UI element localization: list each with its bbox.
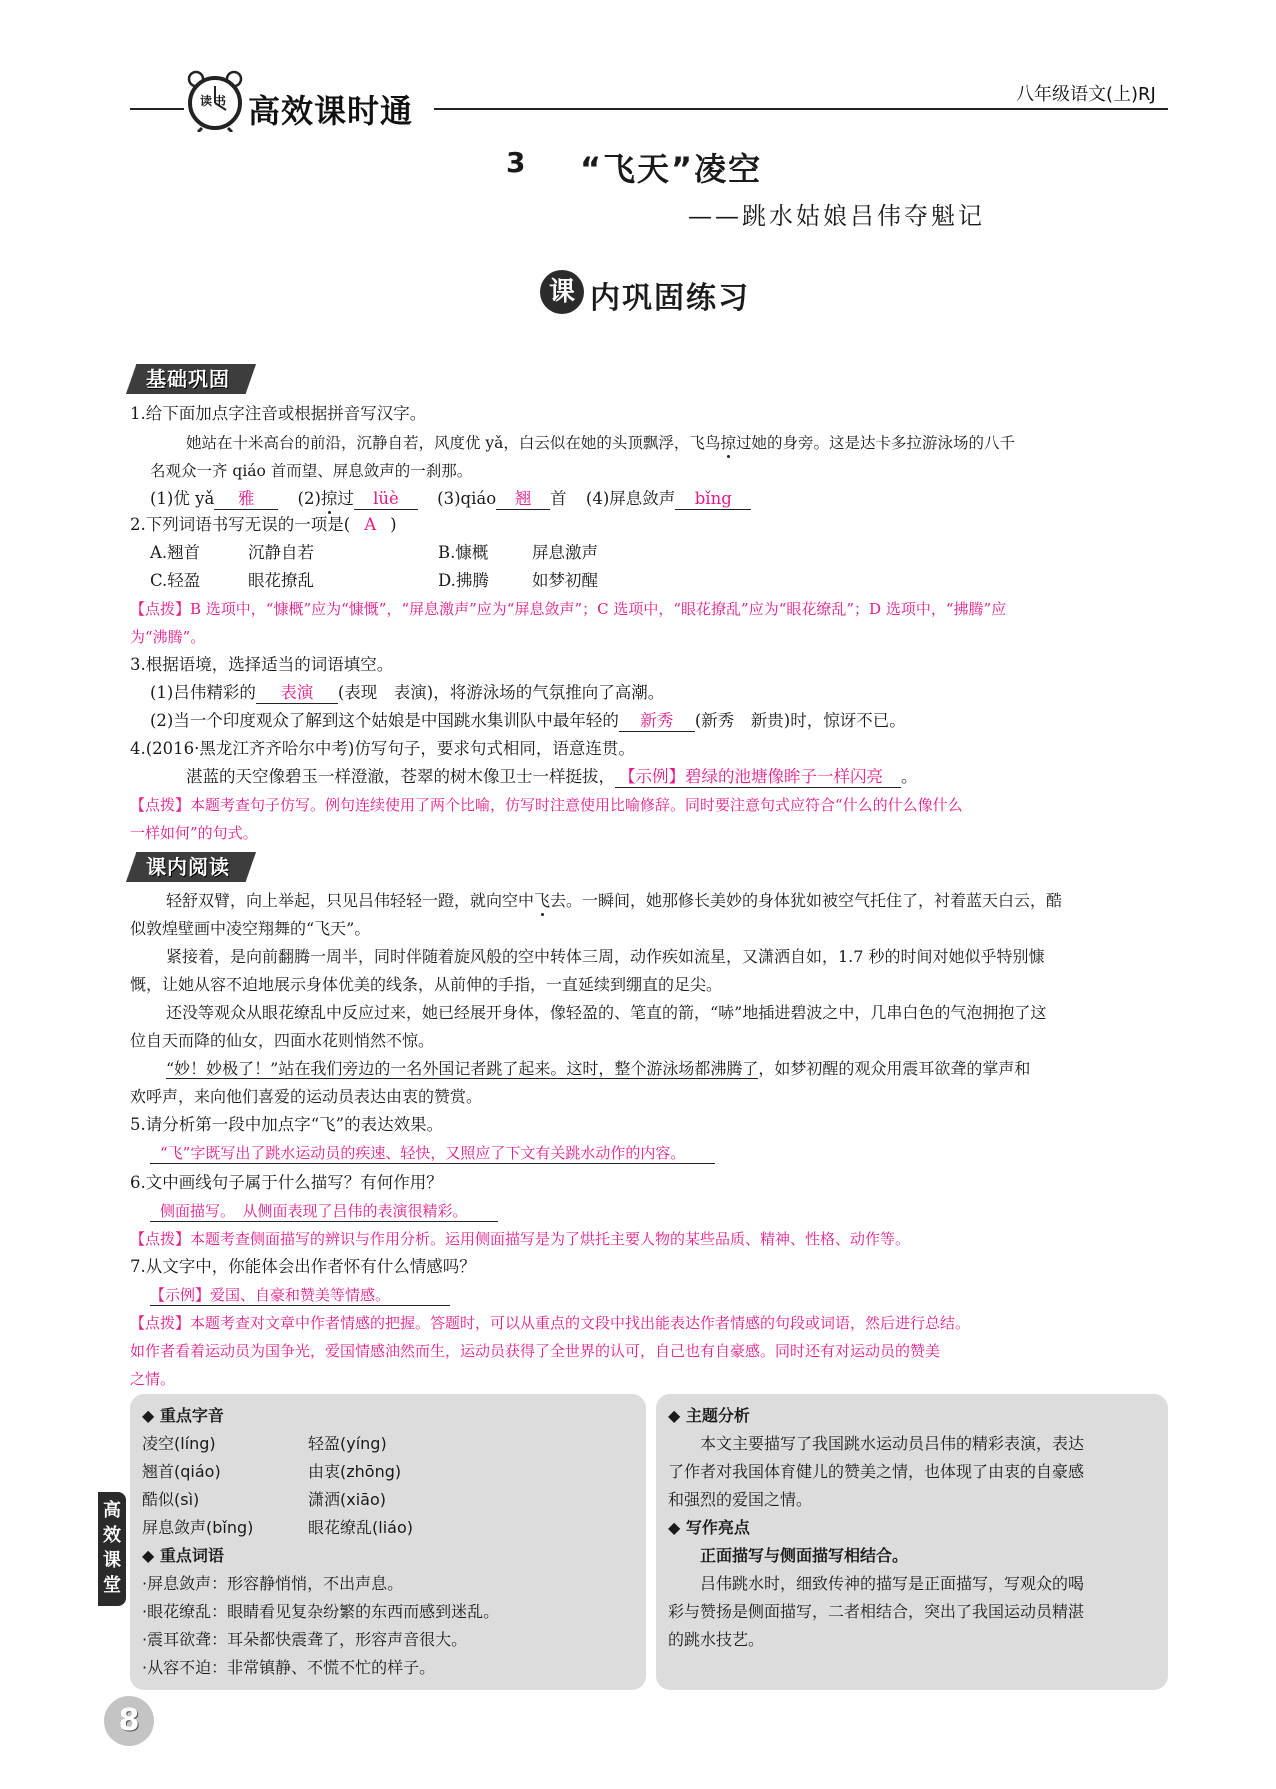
header-rule-right xyxy=(434,108,1168,110)
q3-s1-b: (表现 表演)，将游泳场的气氛推向了高潮。 xyxy=(337,683,665,702)
q3-s2 xyxy=(150,710,906,732)
section-circle-char: 课 xyxy=(540,270,584,314)
q6-answer: 侧面描写。 从侧面表现了吕伟的表演很精彩。 xyxy=(150,1201,498,1222)
reading-p4-line2: 欢呼声，来向他们喜爱的运动员表达由衷的赞赏。 xyxy=(130,1087,483,1106)
q7-answer: 【示例】爱国、自豪和赞美等情感。 xyxy=(150,1285,450,1306)
notes-right-head1: ◆ 主题分析 xyxy=(668,1406,750,1425)
reading-p4-line1 xyxy=(166,1058,1030,1080)
header-rule-left xyxy=(130,108,184,110)
q3-s1-a: (1)吕伟精彩的 xyxy=(150,683,256,702)
q3-s2-a: (2)当一个印度观众了解到这个姑娘是中国跳水集训队中最年轻的 xyxy=(150,711,619,730)
clock-chars: 读书 xyxy=(200,94,229,108)
theme-line1: 本文主要描写了我国跳水运动员吕伟的精彩表演，表达 xyxy=(700,1434,1085,1453)
basics-badge xyxy=(126,364,256,394)
q1-passage-1b: 过她的身旁。这是达卡多拉游泳场的八千 xyxy=(735,434,1015,452)
q5-answer: “飞”字既写出了跳水运动员的疾速、轻快，又照应了下文有关跳水动作的内容。 xyxy=(150,1143,715,1164)
notes-left-head1: ◆ 重点字音 xyxy=(142,1406,224,1425)
reading-p4-underlined: “妙！妙极了！”站在我们旁边的一名外国记者跳了起来。这时，整个游泳场都沸腾了 xyxy=(166,1059,759,1078)
q3-stem: 3.根据语境，选择适当的词语填空。 xyxy=(130,655,394,674)
reading-p2-line2: 慨，让她从容不迫地展示身体优美的线条，从前伸的手指，一直延续到绷直的足尖。 xyxy=(130,975,723,994)
word-4: ·从容不迫：非常镇静、不慌不忙的样子。 xyxy=(142,1658,436,1677)
grade-label: 八年级语文(上)RJ xyxy=(1016,84,1156,105)
writing-subhead: 正面描写与侧面描写相结合。 xyxy=(700,1546,909,1565)
q1-item2-after: 过 xyxy=(337,489,354,508)
reading-p1-1a: 轻舒双臂，向上举起，只见吕伟轻轻一蹬，就向空中 xyxy=(166,891,535,910)
q6-answer-line xyxy=(150,1200,498,1222)
q2-tip-line2: 为“沸腾”。 xyxy=(130,628,206,646)
q4-sentence xyxy=(186,766,918,788)
writing-line2: 彩与赞扬是侧面描写，二者相结合，突出了我国运动员精湛 xyxy=(668,1602,1085,1621)
reading-p2-line1: 紧接着，是向前翻腾一周半，同时伴随着旋风般的空中转体三周，动作疾如流星，又潇洒自如，1.7 秒的时间对她似乎特别慷 xyxy=(166,947,1045,966)
q2-optB-1: B.慷概 xyxy=(438,543,489,562)
q1-passage-dot: 掠 xyxy=(720,434,736,452)
lesson-subtitle: ——跳水姑娘吕伟夺魁记 xyxy=(688,202,985,230)
q2-optC-1: C.轻盈 xyxy=(150,571,201,590)
section-title-text: 内巩固练习 xyxy=(590,281,750,316)
q4-answer: 【示例】碧绿的池塘像眸子一样闪亮 xyxy=(615,767,901,788)
reading-p1-dot: 飞 xyxy=(534,891,551,910)
q2-optC-2: 眼花撩乱 xyxy=(248,571,314,590)
reading-p3-line2: 位自天而降的仙女，四面水花则悄然不惊。 xyxy=(130,1031,435,1050)
q4-end: 。 xyxy=(901,767,918,786)
brand-title: 高效课时通 xyxy=(248,92,414,130)
writing-line3: 的跳水技艺。 xyxy=(668,1630,765,1649)
q2-optD-1: D.拂腾 xyxy=(438,571,489,590)
q1-passage-1a: 她站在十米高台的前沿，沉静自若，风度优 yǎ，白云似在她的头顶飘浮，飞鸟 xyxy=(186,434,721,452)
q3-s1-answer: 表演 xyxy=(256,683,338,704)
reading-p1-line1 xyxy=(166,890,1062,912)
pron-2a: 翘首(qiáo) xyxy=(142,1462,221,1481)
notes-right-head2: ◆ 写作亮点 xyxy=(668,1518,750,1537)
pron-1a: 凌空(líng) xyxy=(142,1434,216,1453)
q5-stem: 5.请分析第一段中加点字“飞”的表达效果。 xyxy=(130,1115,444,1134)
writing-line1: 吕伟跳水时，细致传神的描写是正面描写，写观众的喝 xyxy=(700,1574,1085,1593)
q2-optB-2: 屏息激声 xyxy=(532,543,598,562)
q4-tip-line1: 【点拨】本题考查句子仿写。例句连续使用了两个比喻，仿写时注意使用比喻修辞。同时要注意句式应符合“什么的什么像什么 xyxy=(130,796,963,814)
q2-optA-1: A.翘首 xyxy=(150,543,201,562)
q2-optD-2: 如梦初醒 xyxy=(532,571,598,590)
q1-items xyxy=(150,488,751,510)
q1-item2-dot: 掠 xyxy=(320,489,338,508)
side-tab-label: 高效课堂 xyxy=(103,1500,121,1596)
q1-item3-label: (3)qiáo xyxy=(437,489,497,508)
side-tab xyxy=(98,1492,126,1606)
q7-tip-line2: 如作者看着运动员为国争光，爱国情感油然而生，运动员获得了全世界的认可，自己也有自豪感。同时还有对运动员的赞美 xyxy=(130,1342,941,1360)
q4-tip-line2: 一样如何”的句式。 xyxy=(130,824,258,842)
word-1: ·屏息敛声：形容静悄悄，不出声息。 xyxy=(142,1574,404,1593)
pron-2b: 由衷(zhōng) xyxy=(308,1462,402,1481)
q2-options-row2 xyxy=(150,570,598,592)
word-3: ·震耳欲聋：耳朵都快震聋了，形容声音很大。 xyxy=(142,1630,468,1649)
reading-p4-1b: ，如梦初醒的观众用震耳欲聋的掌声和 xyxy=(758,1059,1031,1078)
notes-left-panel xyxy=(130,1394,646,1690)
q1-item4-answer: bǐng xyxy=(675,489,751,510)
q5-answer-line xyxy=(150,1142,715,1164)
notes-left-head2: ◆ 重点词语 xyxy=(142,1546,224,1565)
pron-3b: 潇洒(xiāo) xyxy=(308,1490,386,1509)
reading-p1-1b: 去。一瞬间，她那修长美妙的身体犹如被空气托住了，衬着蓝天白云，酷 xyxy=(550,891,1063,910)
q1-item1-answer: 雅 xyxy=(214,489,278,510)
pron-4a: 屏息敛声(bǐng) xyxy=(142,1518,254,1537)
word-2: ·眼花缭乱：眼睛看见复杂纷繁的东西而感到迷乱。 xyxy=(142,1602,500,1621)
q2-answer: A xyxy=(364,515,377,534)
q2-tip-line1: 【点拨】B 选项中，“慷概”应为“慷慨”，“屏息激声”应为“屏息敛声”；C 选项中，“眼花撩乱”应为“眼花缭乱”；D 选项中，“拂腾”应 xyxy=(130,600,1007,618)
q1-item3-after: 首 xyxy=(550,489,567,508)
page-number: 8 xyxy=(104,1696,154,1746)
pron-4b: 眼花缭乱(liáo) xyxy=(308,1518,413,1537)
q2-stem xyxy=(130,514,397,536)
q1-passage-line2: 名观众一齐 qiáo 首而望、屏息敛声的一刹那。 xyxy=(150,462,473,480)
q3-s2-b: (新秀 新贵)时，惊讶不已。 xyxy=(694,711,906,730)
q3-s1 xyxy=(150,682,664,704)
q3-s2-answer: 新秀 xyxy=(619,711,695,732)
q2-options-row1 xyxy=(150,542,598,564)
q4-sentence-text: 湛蓝的天空像碧玉一样澄澈，苍翠的树木像卫士一样挺拔， xyxy=(186,767,615,786)
q7-tip-line1: 【点拨】本题考查对文章中作者情感的把握。答题时，可以从重点的文段中找出能表达作者情感的句段或词语，然后进行总结。 xyxy=(130,1314,971,1332)
q1-item4-label: (4)屏息敛声 xyxy=(585,489,676,508)
q7-answer-line xyxy=(150,1284,450,1306)
q2-stem-b: ) xyxy=(390,515,397,534)
pron-1b: 轻盈(yíng) xyxy=(308,1434,387,1453)
reading-badge xyxy=(126,852,256,882)
basics-badge-text: 基础巩固 xyxy=(146,367,230,391)
q2-optA-2: 沉静自若 xyxy=(248,543,314,562)
q7-stem: 7.从文字中，你能体会出作者怀有什么情感吗？ xyxy=(130,1257,476,1276)
lesson-number: 3 xyxy=(506,146,526,179)
reading-badge-text: 课内阅读 xyxy=(146,855,230,879)
q1-item3-answer: 翘 xyxy=(496,489,550,510)
q7-tip-line3: 之情。 xyxy=(130,1370,176,1388)
clock-icon xyxy=(184,70,246,132)
q4-stem: 4.(2016·黑龙江齐齐哈尔中考)仿写句子，要求句式相同，语意连贯。 xyxy=(130,739,635,758)
q1-item1-label: (1)优 yǎ xyxy=(150,489,215,508)
q6-tip: 【点拨】本题考查侧面描写的辨识与作用分析。运用侧面描写是为了烘托主要人物的某些品质、精神、性格、动作等。 xyxy=(130,1230,911,1248)
q1-item2-answer: lüè xyxy=(354,489,418,510)
q1-passage-line1 xyxy=(186,432,1015,454)
theme-line2: 了作者对我国体育健儿的赞美之情，也体现了由衷的自豪感 xyxy=(668,1462,1085,1481)
q2-stem-a: 2.下列词语书写无误的一项是( xyxy=(130,515,351,534)
q1-stem: 1.给下面加点字注音或根据拼音写汉字。 xyxy=(130,404,427,423)
q6-stem: 6.文中画线句子属于什么描写？有何作用？ xyxy=(130,1173,443,1192)
notes-right-panel xyxy=(656,1394,1168,1690)
reading-p1-line2: 似敦煌壁画中凌空翔舞的“飞天”。 xyxy=(130,919,371,938)
reading-p3-line1: 还没等观众从眼花缭乱中反应过来，她已经展开身体，像轻盈的、笔直的箭，“哧”地插进碧波之中，几串白色的气泡拥抱了这 xyxy=(166,1003,1047,1022)
q1-item2-label: (2) xyxy=(297,489,321,508)
pron-3a: 酷似(sì) xyxy=(142,1490,200,1509)
lesson-title: “飞天”凌空 xyxy=(580,150,763,188)
theme-line3: 和强烈的爱国之情。 xyxy=(668,1490,813,1509)
